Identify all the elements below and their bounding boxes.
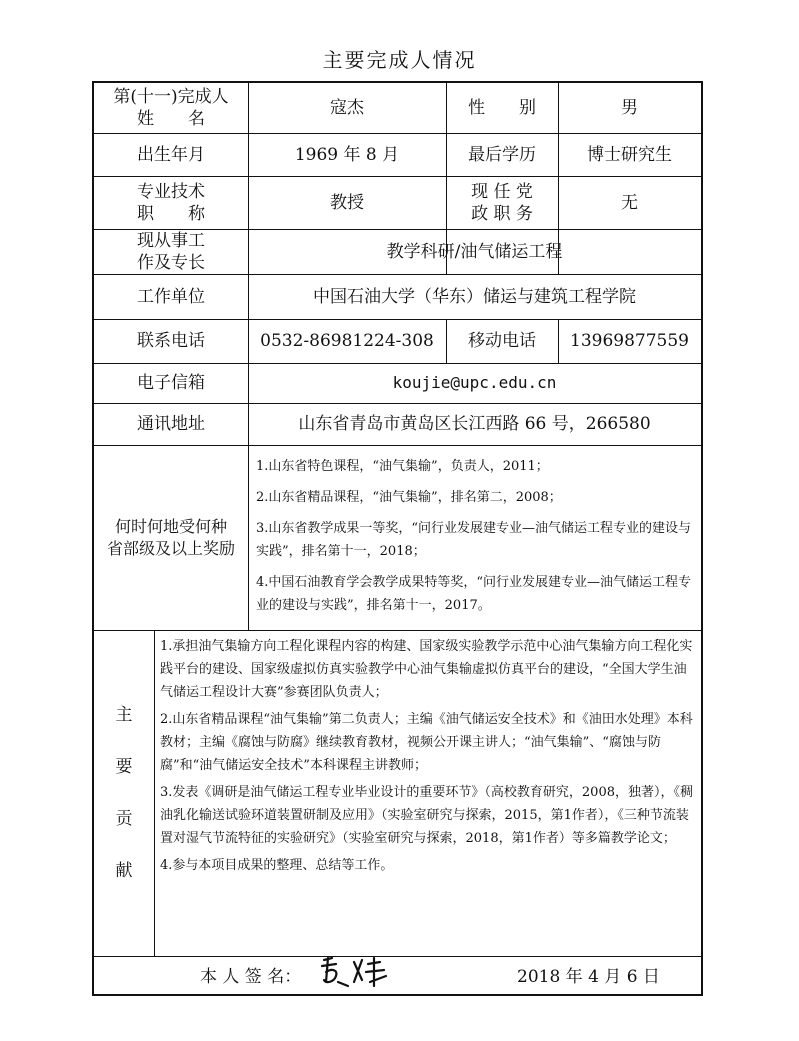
contribution-item: 2.山东省精品课程“油气集输”第二负责人；主编《油气储运安全技术》和《油田水处理》本科教材；主编《腐蚀与防腐》继续教育教材，视频公开课主讲人；“油气集输”、“腐蚀与防腐”和“油气储运安全技术”本科课程主讲教师； bbox=[160, 712, 693, 773]
birth-value: 1969 年 8 月 bbox=[294, 144, 400, 165]
award-item: 2.山东省精品课程，“油气集输”，排名第二，2008； bbox=[256, 490, 562, 505]
contribution-label: 主 要 贡 献 bbox=[115, 705, 133, 881]
award-item: 4.中国石油教育学会教学成果特等奖，“问行业发展建专业—油气储运工程专业的建设与实践”，排名第十一，2017。 bbox=[256, 575, 692, 613]
birth-label: 出生年月 bbox=[137, 144, 205, 165]
unit-value: 中国石油大学（华东）储运与建筑工程学院 bbox=[313, 286, 636, 307]
work-value: 教学科研/油气储运工程 bbox=[386, 241, 563, 262]
address-value: 山东省青岛市黄岛区长江西路 66 号，266580 bbox=[298, 414, 651, 434]
award-item: 3.山东省教学成果一等奖，“问行业发展建专业—油气储运工程专业的建设与实践”，排名第十一，2018； bbox=[256, 521, 692, 559]
work-label: 现从事工 作及专长 bbox=[137, 230, 205, 273]
name-value: 寇杰 bbox=[330, 98, 364, 118]
prof-title-value: 教授 bbox=[330, 192, 364, 213]
page-title: 主要完成人情况 bbox=[322, 48, 477, 72]
gender-label: 性 别 bbox=[468, 98, 536, 118]
phone-value: 0532-86981224-308 bbox=[260, 331, 434, 351]
contribution-item: 4.参与本项目成果的整理、总结等工作。 bbox=[160, 858, 394, 873]
phone-label: 联系电话 bbox=[137, 331, 205, 351]
unit-label: 工作单位 bbox=[137, 286, 205, 307]
awards-list bbox=[256, 455, 692, 617]
prof-title-label: 专业技术 职 称 bbox=[137, 181, 205, 224]
info-table bbox=[92, 81, 703, 996]
address-label: 通讯地址 bbox=[137, 414, 205, 434]
name-label: 第(十一)完成人 姓 名 bbox=[113, 87, 229, 129]
email-value: koujie@upc.edu.cn bbox=[392, 373, 557, 392]
contribution-item: 1.承担油气集输方向工程化课程内容的构建、国家级实验教学示范中心油气集输方向工程化实践平台的建设、国家级虚拟仿真实验教学中心油气集输虚拟仿真平台的建设，“全国大学生油气储运工程设计大赛”参赛团队负责人； bbox=[160, 639, 693, 700]
handwritten-signature bbox=[318, 952, 402, 990]
signature-row bbox=[92, 956, 703, 990]
contribution-list bbox=[160, 635, 696, 877]
signature-date: 2018 年 4 月 6 日 bbox=[517, 967, 660, 987]
party-post-value: 无 bbox=[621, 192, 638, 213]
education-label: 最后学历 bbox=[468, 144, 536, 165]
education-value: 博士研究生 bbox=[587, 144, 672, 165]
gender-value: 男 bbox=[621, 98, 638, 118]
mobile-label: 移动电话 bbox=[468, 331, 536, 351]
mobile-value: 13969877559 bbox=[570, 331, 689, 351]
signature-label: 本 人 签 名： bbox=[200, 967, 302, 987]
awards-label: 何时何地受何种 省部级及以上奖励 bbox=[106, 516, 235, 558]
email-label: 电子信箱 bbox=[137, 373, 205, 393]
award-item: 1.山东省特色课程，“油气集输”，负责人，2011； bbox=[256, 459, 549, 474]
party-post-label: 现 任 党 政 职 务 bbox=[471, 181, 533, 224]
contribution-item: 3.发表《调研是油气储运工程专业毕业设计的重要环节》（高校教育研究，2008，独著），《稠油乳化输送试验环道装置研制及应用》（实验室研究与探索，2015，第1作者），《三种节流装置对湿气节流特征的实验研究》（实验室研究与探索，2018，第1作者）等多篇教学论文； bbox=[160, 785, 693, 846]
